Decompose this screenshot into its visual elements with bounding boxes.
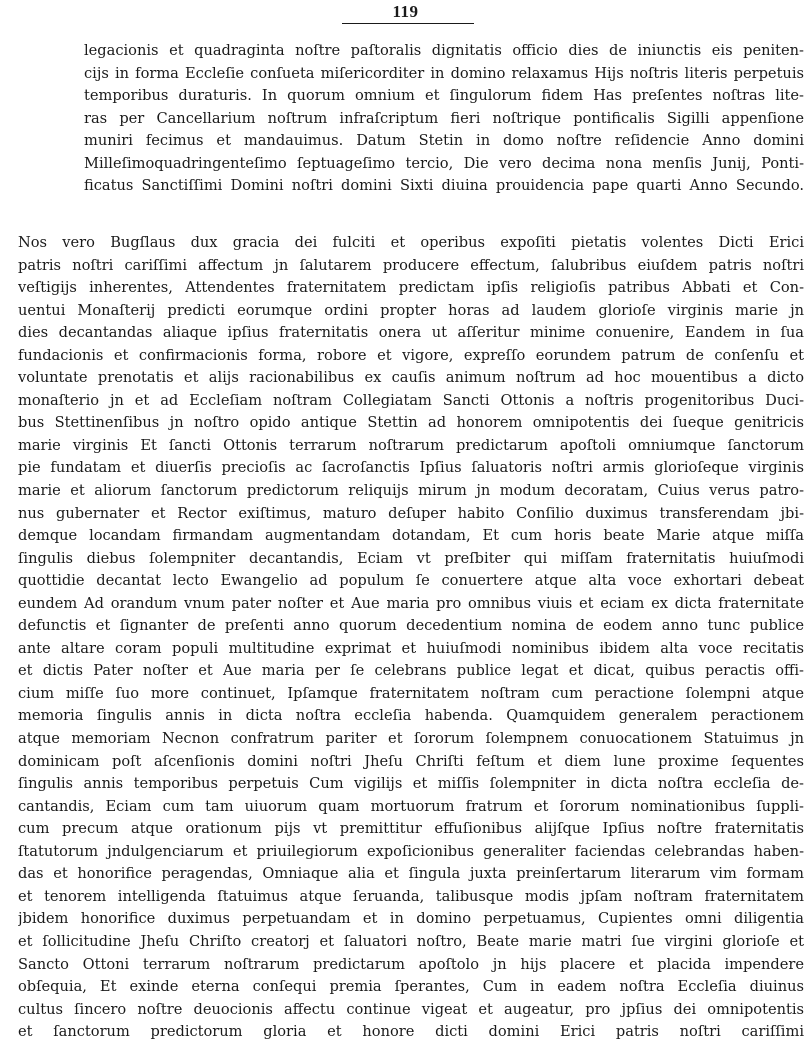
- text-line: pie fundatam et diuerſis precioſis ac ſacroſanctis Ipſius ſaluatoris noſtri armis glorioſeque virginis: [18, 459, 804, 477]
- page-number: 119: [392, 2, 419, 21]
- text-line: cantandis, Eciam cum tam uiuorum quam mortuorum fratrum et ſororum nominationibus ſuppli-: [18, 797, 804, 815]
- text-line: marie et aliorum ſanctorum predictorum reliquijs mirum jn modum decoratam, Cuius verus patro-: [18, 482, 804, 500]
- text-line: jbidem honorifice duximus perpetuandam et in domino perpetuamus, Cupientes omni diligentia: [18, 910, 804, 928]
- text-line: das et honorifice peragendas, Omniaque alia et ſingula juxta preinſertarum literarum vim formam: [18, 865, 804, 883]
- text-line: voluntate prenotatis et alijs racionabilibus ex cauſis animum noſtrum ad hoc mouentibus a dicto: [18, 369, 804, 387]
- text-line: ras per Cancellarium noſtrum infraſcriptum fieri noſtrique pontificalis Sigilli appenſione: [84, 109, 804, 127]
- text-line: ante altare coram populi multitudine exprimat et huiuſmodi nominibus ibidem alta voce recitatis: [18, 639, 804, 657]
- text-line: monaſterio jn et ad Eccleſiam noſtram Collegiatam Sancti Ottonis a noſtris progenitoribus Duci-: [18, 391, 804, 409]
- text-line: et ſanctorum predictorum gloria et honore dicti domini Erici patris noſtri cariſſimi: [18, 1023, 804, 1041]
- text-line: eundem Ad orandum vnum pater noſter et Aue maria pro omnibus viuis et eciam ex dicta fraternitate: [18, 594, 804, 612]
- text-line: ſingulis annis temporibus perpetuis Cum vigilijs et miſſis ſolempniter in dicta noſtra eccleſia de-: [18, 775, 804, 793]
- text-line: patris noſtri cariſſimi affectum jn ſalutarem producere effectum, ſalubribus eiuſdem patris noſtri: [18, 256, 804, 274]
- text-line: et ſollicitudine Jheſu Chriſto creatorj et ſaluatori noſtro, Beate marie matri ſue virgini glorioſe et: [18, 932, 804, 950]
- paragraph-continuation: [0, 40, 811, 198]
- paragraph-main: [0, 232, 811, 1044]
- text-line: obſequia, Et exinde eterna conſequi premia ſperantes, Cum in eadem noſtra Eccleſia diuinus: [18, 978, 804, 996]
- text-line: bus Stettinenſibus jn noſtro opido antique Stettin ad honorem omnipotentis dei ſueque genitricis: [18, 414, 804, 432]
- text-line: ficatus Sanctiſſimi Domini noſtri domini Sixti diuina prouidencia pape quarti Anno Secundo.: [84, 177, 804, 195]
- text-line: atque memoriam Necnon confratrum pariter et ſororum ſolempnem conuocationem Statuimus jn: [18, 730, 804, 748]
- text-line: ſingulis diebus ſolempniter decantandis, Eciam vt preſbiter qui miſſam fraternitatis huiuſmodi: [18, 549, 804, 567]
- text-line: marie virginis Et ſancti Ottonis terrarum noſtrarum predictarum apoſtoli omniumque ſanctorum: [18, 436, 804, 454]
- text-line: nus gubernater et Rector exiſtimus, maturo deſuper habito Conſilio duximus transferendam jbi-: [18, 504, 804, 522]
- text-line: temporibus duraturis. In quorum omnium et ſingulorum fidem Has preſentes noſtras lite-: [84, 87, 804, 105]
- text-line: et tenorem intelligenda ſtatuimus atque ſeruanda, talibusque modis jpſam noſtram fraternitatem: [18, 887, 804, 905]
- text-line: Sancto Ottoni terrarum noſtrarum predictarum apoſtolo jn hijs placere et placida impendere: [18, 955, 804, 973]
- text-line: muniri fecimus et mandauimus. Datum Stetin in domo noſtre reſidencie Anno domini: [84, 132, 804, 150]
- text-line: cum precum atque orationum pijs vt premittitur effuſionibus alijſque Ipſius noſtre fraternitatis: [18, 820, 804, 838]
- header-rule: [342, 23, 474, 24]
- text-line: Nos vero Bugſlaus dux gracia dei fulciti et operibus expoſiti pietatis volentes Dicti Erici: [18, 234, 804, 251]
- text-line: memoria ſingulis annis in dicta noſtra eccleſia habenda. Quamquidem generalem peractionem: [18, 707, 804, 725]
- text-line: dominicam poſt aſcenſionis domini noſtri Jheſu Chriſti feſtum et diem lune proxime ſequentes: [18, 752, 804, 770]
- text-line: et dictis Pater noſter et Aue maria per ſe celebrans publice legat et dicat, quibus peractis offi-: [18, 662, 804, 680]
- text-line: ſtatutorum jndulgenciarum et priuilegiorum expoſicionibus generaliter faciendas celebrandas haben-: [18, 842, 804, 860]
- text-line: dies decantandas aliaque ipſius fraternitatis onera ut aſſeritur minime conuenire, Eandem in ſua: [18, 324, 804, 342]
- text-line: defunctis et ſignanter de preſenti anno quorum decedentium nomina de eodem anno tunc publice: [18, 617, 804, 635]
- text-line: cijs in forma Eccleſie conſueta miſericorditer in domino relaxamus Hijs noſtris literis perpetuis: [84, 64, 804, 82]
- text-line: cultus ſincero noſtre deuocionis affectu continue vigeat et augeatur, pro jpſius dei omnipotentis: [18, 1000, 804, 1018]
- text-line: quottidie decantat lecto Ewangelio ad populum ſe conuertere atque alta voce exhortari debeat: [18, 572, 804, 590]
- text-line: veſtigijs inherentes, Attendentes fraternitatem predictam ipſis religioſis patribus Abbati et Con-: [18, 279, 804, 297]
- text-line: cium miſſe ſuo more continuet, Ipſamque fraternitatem noſtram cum peractione ſolempni atque: [18, 684, 804, 702]
- text-line: uentui Monaſterij predicti eorumque ordini propter horas ad laudem glorioſe virginis marie jn: [18, 301, 804, 319]
- text-line: demque locandam firmandam augmentandam dotandam, Et cum horis beate Marie atque miſſa: [18, 527, 804, 545]
- text-line: legacionis et quadraginta noſtre paſtoralis dignitatis officio dies de iniunctis eis peniten-: [84, 42, 804, 59]
- text-line: fundacionis et confirmacionis forma, robore et vigore, expreſſo eorundem patrum de conſenſu et: [18, 346, 804, 364]
- text-line: Milleſimoquadringenteſimo ſeptuageſimo tercio, Die vero decima nona menſis Junij, Ponti-: [84, 154, 804, 172]
